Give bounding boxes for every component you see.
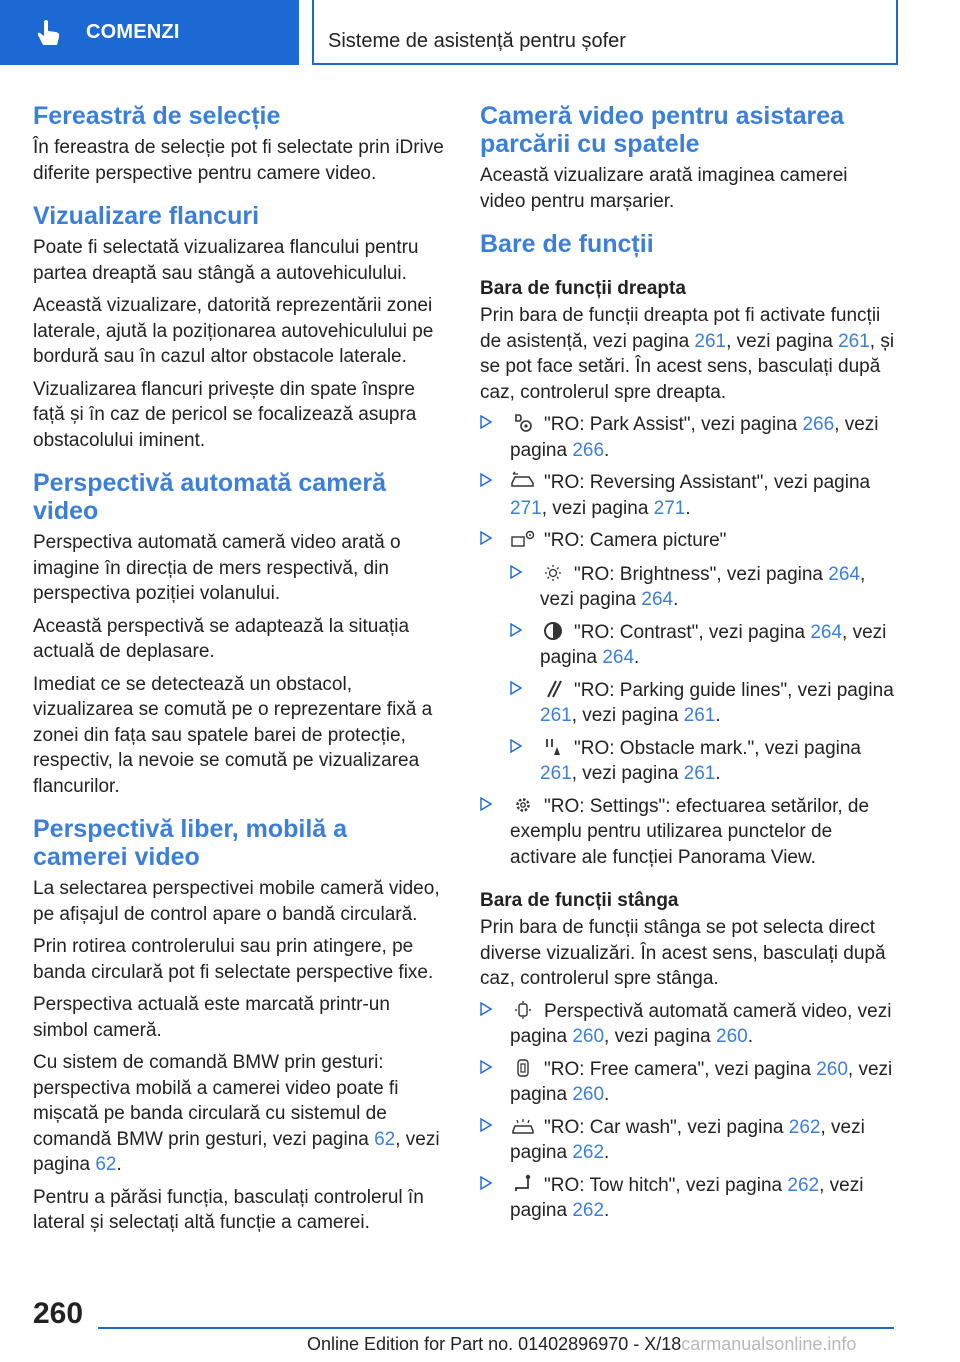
page-link[interactable]: 264 (810, 621, 843, 643)
heading: Perspectivă automată cameră video (33, 469, 386, 525)
heading: Cameră video pentru asistarea parcării cu spatele (480, 102, 845, 158)
list-item[interactable]: "RO: Park Assist", vezi pagina 266, vezi pagina 266. (480, 412, 895, 463)
page-link[interactable]: 260 (572, 1026, 605, 1047)
section-header (312, 0, 898, 65)
contrast-icon (540, 621, 566, 641)
parking-guide-lines-icon (540, 679, 566, 699)
section-side-view (33, 202, 448, 453)
subheading: Bara de funcții dreapta (480, 278, 686, 299)
brightness-icon (540, 563, 566, 583)
paragraph: Perspectiva automată cameră video arată o imagine în direcția de mers respectivă, din perspectiva poziției volanului. (33, 532, 401, 604)
list-item[interactable]: "RO: Parking guide lines", vezi pagina 261, vezi pagina 261. (510, 678, 895, 729)
page-link[interactable]: 262 (572, 1200, 605, 1221)
page-link[interactable]: 62 (95, 1154, 117, 1175)
list-item[interactable]: Perspectivă automată cameră video, vezi pagina 260, vezi pagina 260. (480, 999, 895, 1050)
page-link[interactable]: 261 (683, 705, 716, 726)
car-wash-icon (510, 1116, 536, 1136)
right-column (480, 102, 895, 1234)
paragraph: Prin bara de funcții dreapta pot fi activate funcții de asistență, vezi pagina 261, vezi pagina 261, și se pot face setări. În acest sens, basculați după caz, controlerul spre dreapta. (480, 305, 895, 403)
page-link[interactable]: 62 (374, 1128, 396, 1150)
page-link[interactable]: 266 (802, 414, 835, 435)
section-function-bars (480, 230, 895, 258)
left-column (33, 102, 448, 1252)
reversing-assistant-icon (510, 471, 536, 491)
section-title: Sisteme de asistență pentru șofer (328, 30, 626, 52)
paragraph: Această vizualizare arată imaginea camerei video pentru marșarier. (480, 165, 848, 212)
paragraph: Această vizualizare, datorită reprezentării zonei laterale, ajută la poziționarea autovehiculului pe bordură sau în cazul altor obstacole laterale. (33, 295, 434, 367)
chapter-label: COMENZI (86, 21, 180, 43)
paragraph: Această perspectivă se adaptează la situația actuală de deplasare. (33, 615, 410, 662)
paragraph: Prin rotirea controlerului sau prin atingere, pe banda circulară pot fi selectate perspective fixe. (33, 936, 434, 983)
section-free-camera (33, 815, 448, 1236)
watermark: carmanualsonline.info (681, 1334, 857, 1354)
paragraph: Vizualizarea flancuri privește din spate înspre față și în caz de pericol se focalizează asupra obstacolului iminent. (33, 378, 417, 451)
bullet-arrow-icon (510, 623, 522, 637)
page-link[interactable]: 264 (641, 589, 674, 610)
page-link[interactable]: 266 (572, 439, 605, 461)
bullet-arrow-icon (480, 1002, 492, 1016)
bullet-arrow-icon (480, 473, 492, 487)
tow-hitch-icon (510, 1174, 536, 1194)
page-link[interactable]: 260 (716, 1026, 748, 1047)
page-link[interactable]: 262 (787, 1174, 820, 1196)
list-item[interactable]: "RO: Contrast", vezi pagina 264, vezi pagina 264. (510, 620, 895, 671)
left-function-list (480, 999, 895, 1224)
page-link[interactable]: 261 (540, 763, 572, 784)
bullet-arrow-icon (510, 739, 522, 753)
bullet-arrow-icon (480, 1118, 492, 1132)
park-assist-icon (510, 413, 536, 433)
hand-pointer-icon (34, 18, 64, 48)
footer-edition: Online Edition for Part no. 01402896970 - X/18carmanualsonline.info (307, 1334, 857, 1354)
page-link[interactable]: 262 (572, 1142, 605, 1163)
section-rear-camera (480, 102, 895, 214)
page-link[interactable]: 271 (653, 497, 686, 519)
paragraph: Cu sistem de comandă BMW prin gesturi: perspectiva mobilă a camerei video poate fi mișcată pe banda circulară cu sistemul de comandă BMW prin gesturi, vezi pagina 62, vezi pagina 62. (33, 1052, 440, 1175)
list-item[interactable]: "RO: Reversing Assistant", vezi pagina 271, vezi pagina 271. (480, 470, 895, 521)
section-automatic-camera (33, 469, 448, 799)
page-link[interactable]: 271 (510, 497, 542, 519)
list-item[interactable]: "RO: Brightness", vezi pagina 264, vezi pagina 264. (510, 562, 895, 613)
bullet-arrow-icon (510, 565, 522, 579)
section-selection-window (33, 102, 448, 186)
heading: Bare de funcții (480, 230, 654, 258)
list-item[interactable]: "RO: Camera picture" "RO: Brightness", vezi pagina 264, vezi pagina 264. "RO: Contrast", vezi pagina 264, vezi pagina 264. "RO: Parking guide lines", vezi pagina 261, vezi pagina 261. "RO: Obstacle mark.", vezi pagina 261, vezi pagina 261. (480, 528, 895, 787)
paragraph: Pentru a părăsi funcția, basculați controlerul în lateral și selectați altă funcție a camerei. (33, 1186, 424, 1233)
page-link[interactable]: 261 (683, 763, 716, 784)
paragraph: Perspectiva actuală este marcată printr-un simbol cameră. (33, 994, 390, 1041)
list-item[interactable]: "RO: Settings": efectuarea setărilor, de exemplu pentru utilizarea punctelor de activare ale funcției Panorama View. (480, 794, 895, 871)
section-left-function-bar (480, 888, 895, 1224)
paragraph: Prin bara de funcții stânga se pot selecta direct diverse vizualizări. În acest sens, basculați după caz, controlerul spre stânga. (480, 917, 886, 989)
settings-gear-icon (510, 795, 536, 815)
page-link[interactable]: 261 (540, 705, 572, 726)
bullet-arrow-icon (480, 1060, 492, 1074)
paragraph: Imediat ce se detectează un obstacol, vizualizarea se comută pe o reprezentare fixă a zonei din fața sau spatele barei de protecție, respectiv, la nevoie se comută pe vizualizarea flancurilor. (33, 673, 433, 797)
bullet-arrow-icon (510, 681, 522, 695)
bullet-arrow-icon (480, 797, 492, 811)
obstacle-mark-icon (540, 737, 566, 757)
camera-settings-icon (510, 529, 536, 549)
list-item[interactable]: "RO: Car wash", vezi pagina 262, vezi pagina 262. (480, 1115, 895, 1166)
section-right-function-bar (480, 276, 895, 870)
page-link[interactable]: 264 (828, 563, 860, 585)
page-link[interactable]: 260 (816, 1058, 848, 1080)
heading: Vizualizare flancuri (33, 202, 260, 230)
page-link[interactable]: 261 (694, 330, 727, 352)
bullet-arrow-icon (480, 1176, 492, 1190)
bullet-arrow-icon (480, 531, 492, 545)
paragraph: În fereastra de selecție pot fi selectate prin iDrive diferite perspective pentru camere video. (33, 137, 444, 184)
page-link[interactable]: 260 (572, 1084, 605, 1105)
subheading: Bara de funcții stânga (480, 890, 679, 911)
page-link[interactable]: 262 (788, 1116, 821, 1138)
list-item[interactable]: "RO: Obstacle mark.", vezi pagina 261, vezi pagina 261. (510, 736, 895, 787)
right-function-list (480, 412, 895, 870)
page-number: 260 (33, 1297, 84, 1330)
automatic-camera-view-icon (510, 1000, 536, 1020)
bullet-arrow-icon (480, 415, 492, 429)
heading: Fereastră de selecție (33, 102, 281, 130)
list-item[interactable]: "RO: Tow hitch", vezi pagina 262, vezi pagina 262. (480, 1173, 895, 1224)
free-camera-icon (510, 1058, 536, 1078)
footer-divider (98, 1327, 894, 1329)
heading: Perspectivă liber, mobilă a camerei video (33, 815, 348, 871)
camera-picture-submenu (510, 562, 895, 787)
page-link[interactable]: 264 (602, 647, 635, 668)
list-item[interactable]: "RO: Free camera", vezi pagina 260, vezi pagina 260. (480, 1057, 895, 1108)
page-link[interactable]: 261 (838, 330, 870, 352)
paragraph: Poate fi selectată vizualizarea flancului pentru partea dreaptă sau stângă a autovehiculului. (33, 237, 419, 284)
paragraph: La selectarea perspectivei mobile cameră video, pe afișajul de control apare o bandă circulară. (33, 878, 440, 925)
chapter-tab[interactable] (0, 0, 299, 65)
